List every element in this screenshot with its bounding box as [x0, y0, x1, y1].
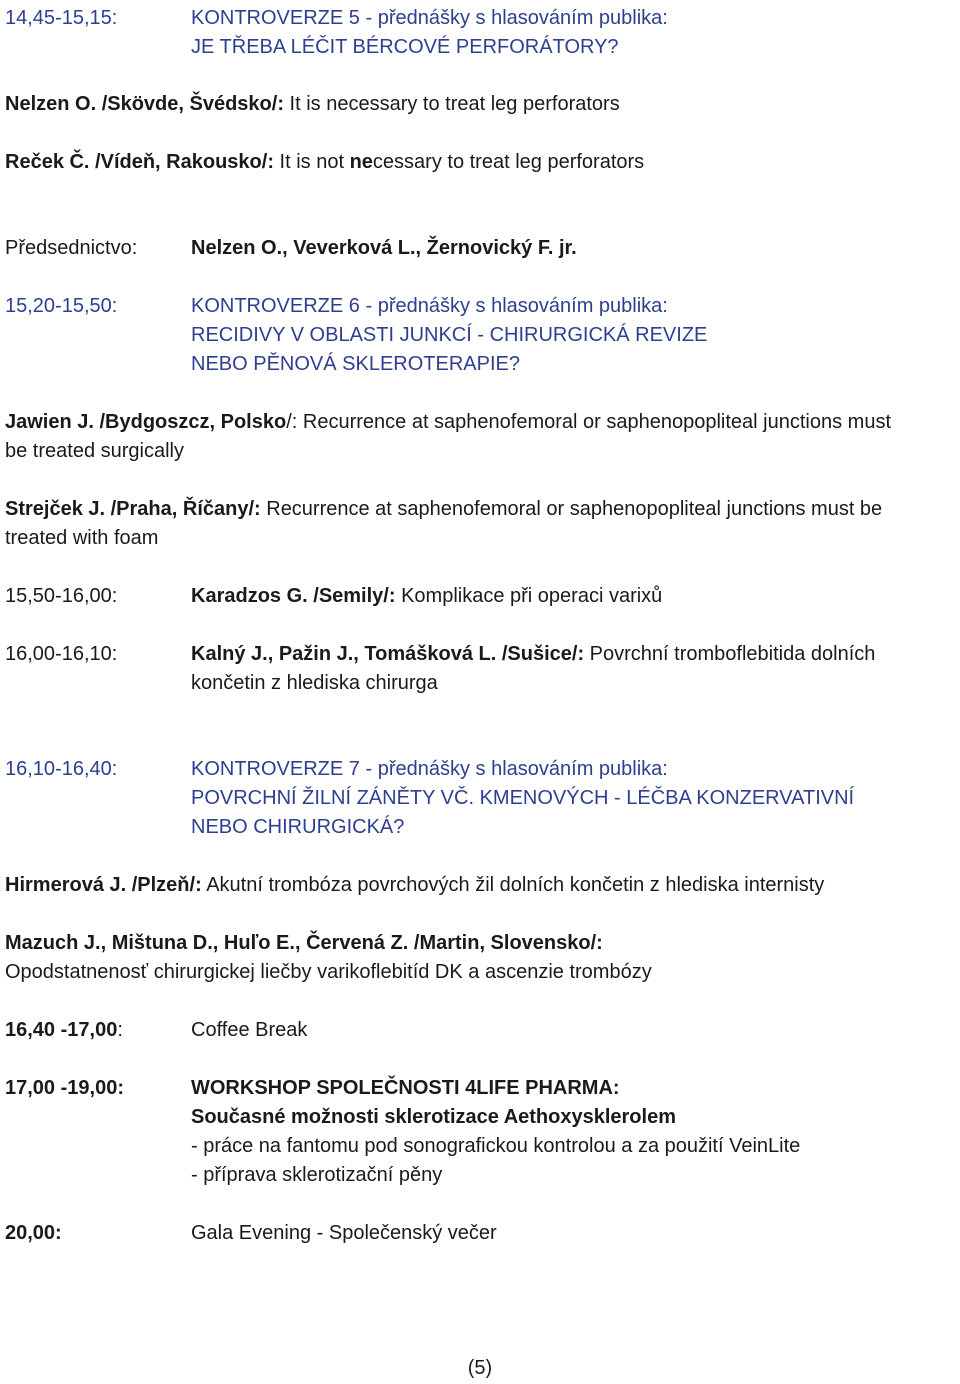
session-title: KONTROVERZE 6 - přednášky s hlasováním publika: — [191, 295, 668, 317]
speaker-name: Jawien J. /Bydgoszcz, Polsko — [5, 411, 287, 433]
talk-title-cont: be treated surgically — [5, 440, 184, 462]
speaker-line — [5, 871, 824, 900]
time-20-00: 20,00: — [5, 1222, 62, 1244]
talk-title: It is not — [273, 151, 350, 173]
speaker-name: Nelzen O. /Skövde, Švédsko/: — [5, 93, 284, 115]
speaker-line — [5, 148, 644, 177]
chair-names: Nelzen O., Veverková L., Žernovický F. jr. — [191, 237, 577, 259]
speaker-line — [5, 90, 620, 119]
speaker-name: Kalný J., Pažin J., Tomášková L. /Sušice/: — [191, 643, 585, 665]
workshop-subtitle: Současné možnosti sklerotizace Aethoxysklerolem — [191, 1106, 676, 1128]
speaker-line — [5, 408, 891, 437]
talk-title: Recurrence at saphenofemoral or saphenopopliteal junctions must — [297, 411, 892, 433]
session-title: KONTROVERZE 5 - přednášky s hlasováním publika: — [191, 7, 668, 29]
speaker-name: Karadzos G. /Semily/: — [191, 585, 396, 607]
speaker-name: Mazuch J., Mištuna D., Huľo E., Červená Z. /Martin, Slovensko/: — [5, 932, 603, 954]
speaker-name: Strejček J. /Praha, Říčany/: — [5, 498, 261, 520]
page-number: (5) — [467, 1357, 493, 1379]
time-16-00: 16,00-16,10: — [5, 643, 118, 665]
session-subtitle: RECIDIVY V OBLASTI JUNKCÍ - CHIRURGICKÁ REVIZE — [191, 324, 708, 346]
speaker-line — [191, 582, 662, 611]
time-colon: : — [117, 1019, 123, 1041]
talk-title: cessary to treat leg perforators — [372, 151, 645, 173]
speaker-name: Reček Č. /Vídeň, Rakousko/: — [5, 151, 274, 173]
time-16-10: 16,10-16,40: — [5, 758, 118, 780]
talk-title: Recurrence at saphenofemoral or saphenopopliteal junctions must be — [260, 498, 883, 520]
talk-title: Akutní trombóza povrchových žil dolních končetin z hlediska internisty — [201, 874, 825, 896]
talk-title-cont: treated with foam — [5, 527, 159, 549]
speaker-name: Hirmerová J. /Plzeň/: — [5, 874, 202, 896]
talk-title-cont: končetin z hlediska chirurga — [191, 672, 438, 694]
talk-title: Komplikace při operaci varixů — [395, 585, 663, 607]
time-14-45: 14,45-15,15: — [5, 7, 118, 29]
coffee-break: Coffee Break — [191, 1019, 308, 1041]
session-title: KONTROVERZE 7 - přednášky s hlasováním publika: — [191, 758, 668, 780]
talk-title: Opodstatnenosť chirurgickej liečby varikoflebitíd DK a ascenzie trombózy — [5, 961, 652, 983]
session-subtitle: NEBO PĚNOVÁ SKLEROTERAPIE? — [191, 353, 520, 375]
talk-title: Povrchní tromboflebitida dolních — [584, 643, 876, 665]
session-subtitle: POVRCHNÍ ŽILNÍ ZÁNĚTY VČ. KMENOVÝCH - LÉČBA KONZERVATIVNÍ — [191, 787, 855, 809]
workshop-item: - příprava sklerotizační pěny — [191, 1164, 443, 1186]
workshop-title: WORKSHOP SPOLEČNOSTI 4LIFE PHARMA: — [191, 1077, 620, 1099]
speaker-line — [191, 640, 875, 669]
time-17-00: 17,00 -19,00: — [5, 1077, 124, 1099]
separator: /: — [286, 411, 298, 433]
speaker-line — [5, 495, 882, 524]
time-15-20: 15,20-15,50: — [5, 295, 118, 317]
session-subtitle: JE TŘEBA LÉČIT BÉRCOVÉ PERFORÁTORY? — [191, 36, 619, 58]
session-subtitle: NEBO CHIRURGICKÁ? — [191, 816, 405, 838]
gala-evening: Gala Evening - Společenský večer — [191, 1222, 497, 1244]
time-15-50: 15,50-16,00: — [5, 585, 118, 607]
time-value: 16,40 -17,00 — [5, 1019, 118, 1041]
talk-title: It is necessary to treat leg perforators — [283, 93, 620, 115]
workshop-item: - práce na fantomu pod sonografickou kontrolou a za použití VeinLite — [191, 1135, 801, 1157]
talk-title-emphasis: ne — [349, 151, 373, 173]
chair-label: Předsednictvo: — [5, 237, 138, 259]
time-16-40 — [5, 1016, 123, 1045]
